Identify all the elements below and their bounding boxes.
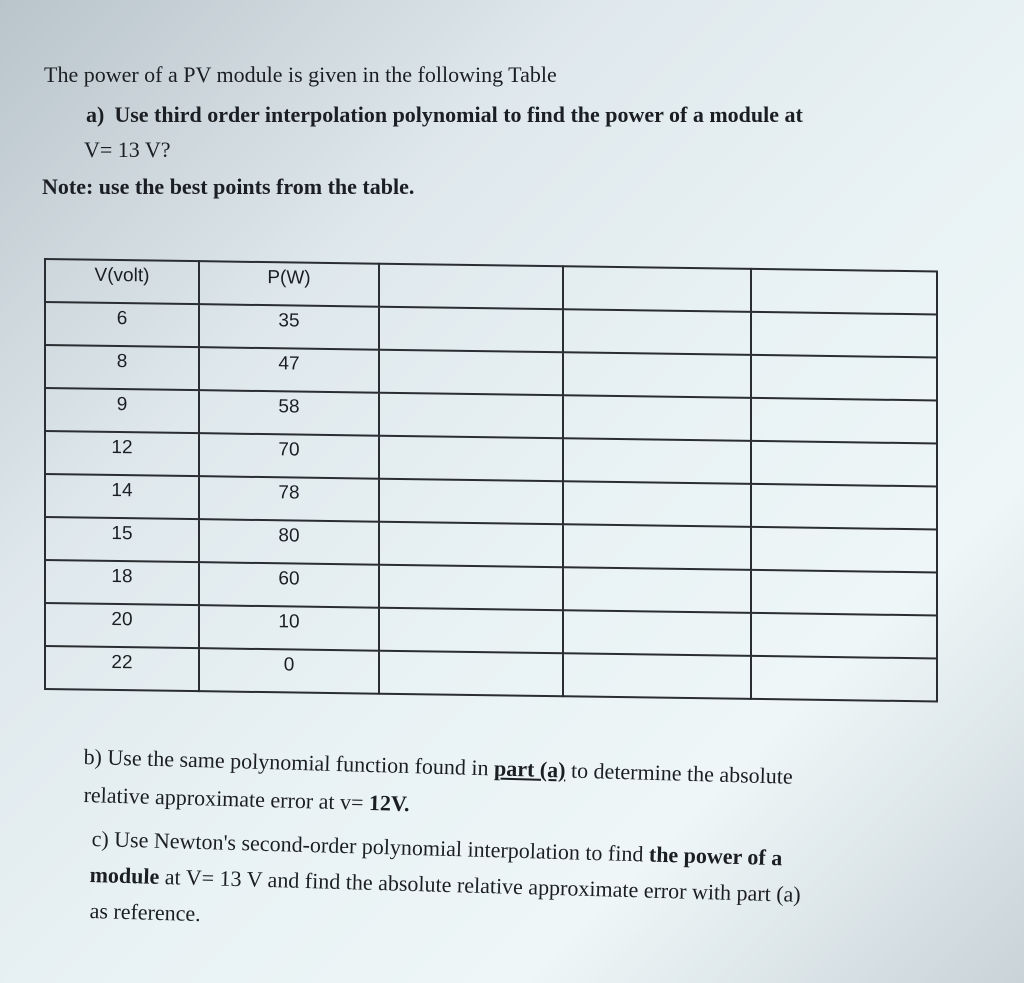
empty-cell (379, 393, 563, 439)
empty-cell (563, 352, 751, 398)
voltage-cell: 22 (45, 646, 199, 691)
empty-cell (751, 613, 937, 659)
empty-cell (563, 524, 751, 570)
empty-cell (379, 436, 563, 482)
part-b-text-cont: to determine the absolute (570, 757, 794, 789)
voltage-cell: 15 (45, 517, 199, 562)
part-a-line1 (86, 102, 803, 128)
part-b-text2: relative approximate error at v= (83, 782, 364, 815)
part-b-label: b) (83, 744, 103, 770)
header-power: P(W) (199, 261, 379, 307)
empty-cell (751, 527, 937, 573)
power-cell: 35 (199, 304, 379, 350)
part-c-module: module (89, 862, 160, 889)
note-text: Note: use the best points from the table. (42, 174, 415, 199)
voltage-cell: 20 (45, 603, 199, 648)
voltage-cell: 6 (45, 302, 199, 347)
empty-cell (751, 656, 937, 702)
part-a-reference: part (a) (493, 755, 566, 783)
header-voltage: V(volt) (45, 259, 199, 304)
part-a-line2: V= 13 V? (84, 137, 171, 162)
empty-cell (751, 570, 937, 616)
empty-cell (563, 610, 751, 656)
power-cell: 0 (199, 648, 379, 694)
power-cell: 60 (199, 562, 379, 608)
empty-cell (751, 441, 937, 487)
part-c-text2: at V= 13 V and find the absolute relative approximate error with part (a) (164, 864, 802, 907)
empty-cell (379, 350, 563, 396)
empty-cell (563, 567, 751, 613)
voltage-cell: 8 (45, 345, 199, 390)
part-c-text: Use Newton's second-order polynomial interpolation to find (113, 826, 644, 867)
power-cell: 58 (199, 390, 379, 436)
part-c-line3: as reference. (89, 898, 202, 927)
power-cell: 10 (199, 605, 379, 651)
power-cell: 80 (199, 519, 379, 565)
empty-cell (751, 355, 937, 401)
part-b-text: Use the same polynomial function found in (107, 744, 489, 781)
voltage-cell: 18 (45, 560, 199, 605)
empty-cell (379, 522, 563, 568)
power-cell: 70 (199, 433, 379, 479)
power-cell: 78 (199, 476, 379, 522)
voltage-cell: 12 (45, 431, 199, 476)
empty-cell (379, 651, 563, 697)
part-b-line1 (83, 744, 793, 790)
empty-cell (563, 395, 751, 441)
header-empty-cell (751, 269, 937, 315)
voltage-cell: 9 (45, 388, 199, 433)
empty-cell (379, 565, 563, 611)
part-b-line2 (83, 782, 410, 817)
part-c-label: c) (91, 826, 110, 852)
part-b-voltage: 12V. (368, 789, 410, 817)
empty-cell (379, 608, 563, 654)
power-cell: 47 (199, 347, 379, 393)
part-a-label: a) (86, 102, 105, 127)
empty-cell (563, 438, 751, 484)
part-a-text: Use third order interpolation polynomial to find the power of a module at (114, 102, 803, 127)
header-empty-cell (563, 266, 751, 312)
part-c-bold-text: the power of a (648, 841, 783, 871)
empty-cell (751, 484, 937, 530)
empty-cell (563, 309, 751, 355)
pv-data-table (44, 258, 938, 702)
empty-cell (751, 312, 937, 358)
header-empty-cell (379, 264, 563, 310)
empty-cell (751, 398, 937, 444)
empty-cell (563, 481, 751, 527)
empty-cell (563, 653, 751, 699)
voltage-cell: 14 (45, 474, 199, 519)
problem-intro: The power of a PV module is given in the following Table (44, 62, 557, 87)
empty-cell (379, 307, 563, 353)
empty-cell (379, 479, 563, 525)
